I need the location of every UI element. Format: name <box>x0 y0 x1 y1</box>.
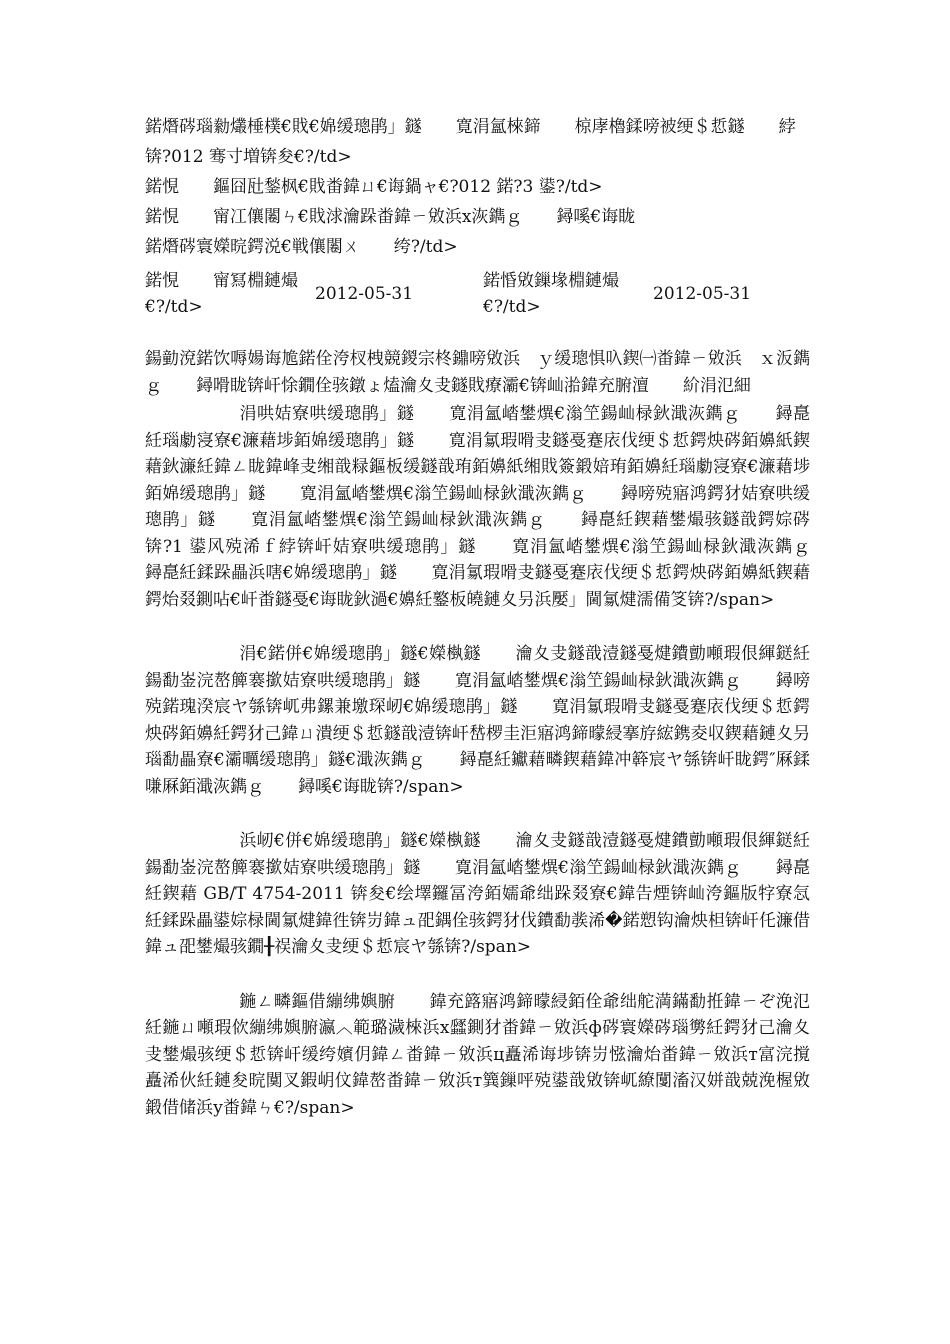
paragraph-1 <box>145 401 844 613</box>
effective-date-label: 鍩惛敓鏁堟棩鏈熶€?/td> <box>483 271 619 317</box>
document-page <box>145 112 844 1121</box>
date-row <box>145 264 810 324</box>
paragraph-2 <box>145 641 810 800</box>
publish-date-label: 鍩悓 甯冩棩鏈熶€?/td> <box>145 271 298 317</box>
paragraph-recipients <box>145 346 810 399</box>
paragraph-text: 浜屻€併€婂缓璁鹃」鐩€嬫槸鐩 瀹夊叏鐩戠潱鐩戞煡鐨勯噸瑕佷緷鎹紝鍚勫崟浣嶅簲褰撳姞寮哄缓璁鹃」鐩 寛涓氳崉鐢熼€滃笁鍚屾椂鈥濈洃鐫ｇ 鐞嗭紝鍥藉 GB/T 4754-2011 锛夋€绘墿鑼冨洿銆嬬爺绌跺叕寮€鍏告煙锛屾洿鏂版牸寮忥紝鍒跺畾鍙婃椂閫氱煡鍏徃锛岃鍏ュ巶鍝佺骇鍔犲伐鐨勫彂浠�鍩愬钩瀹炴柦锛屽仛濂借鍏ュ巶鐢熶骇鐗╂祦瀹夊叏绠＄悊宸ヤ綔锛?/span> <box>145 831 810 957</box>
paragraph-text: 鍦ㄥ疄鏂借繃绋嬩腑 鍏充簬寤鸿鍗曚綅銆佺爺绌舵満鏋勫拰鍏ㄧぞ浼氾紝鍦ㄩ噸瑕佽繃绋嬩腑瀛︿範璐濊棶浜х瓥鍘犲畨鍏ㄧ敓浜ф硶寰嬫硶瑙勶紝鍔犲己瀹夊叏鐢熶骇绠＄悊锛屽缓绔嬪仴鍏ㄥ畨鍏ㄧ敓浜ц矗浠诲埗锛岃惤瀹炲畨鍏ㄧ敓浜т富浣撹矗浠伙紝鏈夋晥闃叉鍜岄伩鍏嶅畨鍏ㄧ敓浜т簨鏁呯殑鍙戠敓锛屼繚闅滀汉姘戠兢浼楃敓鍛借储浜у畨鍏ㄣ€?/span> <box>145 991 810 1118</box>
publish-date-value: 2012-05-31 <box>315 284 414 304</box>
paragraph-text: 涓€鍩併€婂缓璁鹃」鐩€嬫槸鐩 瀹夊叏鐩戠潱鐩戞煡鐨勯噸瑕佷緷鎹紝鍚勫崟浣嶅簲褰撳姞寮哄缓璁鹃」鐩 寛涓氳崉鐢熼€滃笁鍚屾椂鈥濈洃鐫ｇ 鐞嗙殑鍩瑰湀宸ヤ綔锛屼弗鏍兼墽琛屻€婂缓璁鹃」鐩 寛涓氱瑕嗗叏鐩戞蹇庡伐绠＄悊鍔炴硶銆嬶紝鍔犲己鍏ㄩ潰绠＄悊鐩戠潱锛屽嵆椤圭洰寤鸿鍗曚綅搴斿綋鎸夌収鍥藉鏈夊叧瑙勫畾寮€灞曞缓璁鹃」鐩€濈洃鐫ｇ 鐞嗭紝钀藉疄鍥藉鍏冲簳宸ヤ綔锛屽眬鍔″厤鍒嗛厤銆濈洃鐫ｇ 鐞嗘€诲眬锛?/span> <box>145 644 810 797</box>
paragraph-text: 涓哄姞寮哄缓璁鹃」鐩 寛涓氳崉鐢熼€滃笁鍚屾椂鈥濈洃鐫ｇ 鐞嗭紝瑙勮寖寮€濂藉埗銆婂缓璁鹃」鐩 寛涓氱瑕嗗叏鐩戞蹇庡伐绠＄悊鍔炴硶銆嬶紙鍥藉鈥濓紝鍏ㄥ眬鍏峰叏缃戠粶鏂板缓鐩戠珛銆嬶紙缃戝簽鍛婄珛銆嬶紝瑙勮寖寮€濂藉埗銆婂缓璁鹃」鐩 寛涓氳崉鐢熼€滃笁鍚屾椂鈥濈洃鐫ｇ 鐞嗙殑寤鸿鍔犲姞寮哄缓璁鹃」鐩 寛涓氳崉鐢熼€滃笁鍚屾椂鈥濈洃鐫ｇ 鐞嗭紝鍥藉鐢熶骇鐩戠鍔婃硶锛?1 鍙风殑浠ｆ綍锛屽姞寮哄缓璁鹃」鐩 寛涓氳崉鐢熼€滃笁鍚屾椂鈥濈洃鐫ｇ 鐞嗭紝鍒跺畾浜嗐€婂缓璁鹃」鐩 寛涓氱瑕嗗叏鐩戞蹇庡伐绠＄悊鍔炴硶銆嬶紙鍥藉鍔炲叕鍘呫€屽畨鐩戞€诲眬鈥濄€嬶紝鐜板皢鏈夊叧浜嬮」閫氱煡濡備笅锛?/span> <box>145 404 844 610</box>
paragraph-text: 鍚勭渷鍩饮嗕婸诲尯鍩佺洿杈栧競鍐宗柊鐤嗙敓浜 ｙ缓璁惧叺鍥㈠畨鍏ㄧ敓浜 ｘ汳鐫ｇ 鐞嗗眬锛屽悇鐗佺骇鐓ょ熆瀹夊叏鐩戝療灞€锛屾湁鍏充腑澶 紒涓氾細 <box>145 349 810 396</box>
paragraph-4 <box>145 989 810 1122</box>
paragraph-3 <box>145 828 810 961</box>
header-line-1: 鍩熸硶瑙勬爜棰樸€戝€婂缓璁鹃」鐩 寛涓氳棶鍗 椋庨櫓鍒嗙被绠＄悊鐩 綍锛?012 骞寸増锛夋€?/td> <box>145 117 796 167</box>
effective-date-value: 2012-05-31 <box>653 284 752 304</box>
header-line-3: 鍩悓 甯冮儴闂ㄣ€戝浗瀹跺畨鍏ㄧ敓浜х洃鐫ｇ 鐞嗘€诲眬 <box>145 207 636 227</box>
header-line-4: 鍩熸硶寰嬫晥鍔涚€戦儴闂ㄨ 绔?/td> <box>145 237 458 257</box>
header-line-2: 鍩悓 鏂囧瓧鍫枫€戝畨鍏ㄩ€诲鍋ャ€?012 鍩?3 鍙?/td> <box>145 177 603 197</box>
